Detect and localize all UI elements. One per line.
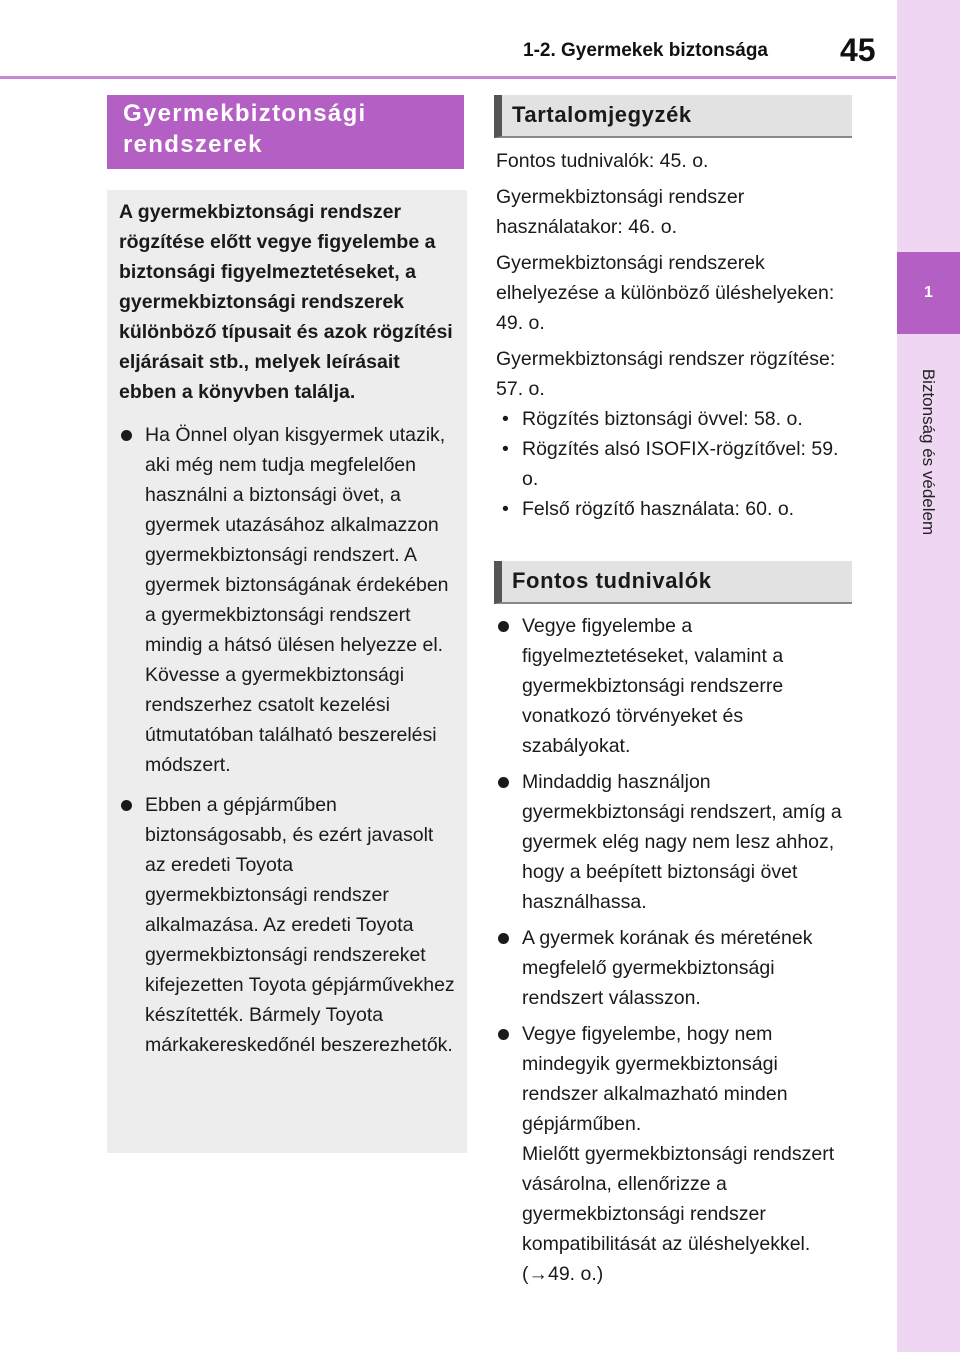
side-tab-strip xyxy=(897,0,960,1352)
list-item xyxy=(496,1019,852,1289)
header-title: 1-2. Gyermekek biztonsága xyxy=(523,40,768,61)
list-item-text: Vegye figyelembe, hogy nem mindegyik gyermekbiztonsági rendszer alkalmazható minden gépjárműben. xyxy=(522,1023,788,1135)
list-item: A gyermek korának és méretének megfelelő gyermekbiztonsági rendszert válasszon. xyxy=(496,923,852,1013)
toc-item[interactable]: Fontos tudnivalók: 45. o. xyxy=(496,150,709,172)
intro-bullet-list xyxy=(119,420,455,1060)
chapter-number: 1 xyxy=(924,284,933,301)
toc-sub-item[interactable]: • Felső rögzítő használata: 60. o. xyxy=(496,494,852,524)
toc-item[interactable]: Gyermekbiztonsági rendszerek elhelyezése a különböző üléshelyeken: 49. o. xyxy=(496,252,835,334)
toc-sub-item[interactable]: • Rögzítés biztonsági övvel: 58. o. xyxy=(496,404,852,434)
list-item: Ebben a gépjárműben biztonságosabb, és ezért javasolt az eredeti Toyota gyermekbiztonsági rendszer alkalmazása. Az eredeti Toyota gyermekbiztonsági rendszereket kifejezetten Toyota gépjárművekhez készítették. Bármely Toyota márkakereskedőnél beszerezhetők. xyxy=(119,790,455,1060)
toc-sub-item[interactable]: • Rögzítés alsó ISOFIX-rögzítővel: 59. o. xyxy=(496,434,852,494)
list-item: Vegye figyelembe a figyelmeztetéseket, valamint a gyermekbiztonsági rendszerre vonatkozó törvényeket és szabályokat. xyxy=(496,611,852,761)
toc-sub-list xyxy=(496,404,852,524)
section-heading-important: Fontos tudnivalók xyxy=(494,561,852,604)
page-number: 45 xyxy=(840,32,876,68)
list-item: Ha Önnel olyan kisgyermek utazik, aki még nem tudja megfelelően használni a biztonsági övet, a gyermek utazásához alkalmazzon gyermekbiztonsági rendszert. A gyermek biztonságának érdekében a gyermekbiztonsági rendszert mindig a hátsó ülésen helyezze el. Kövesse a gyermekbiztonsági rendszerhez csatolt kezelési útmutatóban található beszerelési módszert. xyxy=(119,420,455,780)
list-item: Mindaddig használjon gyermekbiztonsági rendszert, amíg a gyermek elég nagy nem lesz ahhoz, hogy a beépített biztonsági övet használhassa. xyxy=(496,767,852,917)
chapter-label: Biztonság és védelem xyxy=(919,368,938,536)
intro-lead-text: A gyermekbiztonsági rendszer rögzítése előtt vegye figyelembe a biztonsági figyelmeztetéseket, a gyermekbiztonsági rendszerek különböző típusait és azok rögzítési eljárásait stb., melyek leírásait ebben a könyvben találja. xyxy=(119,201,453,403)
header-rule xyxy=(0,76,896,79)
important-bullet-list xyxy=(496,611,852,1289)
intro-box xyxy=(107,190,467,1153)
chapter-tab[interactable] xyxy=(897,252,960,334)
toc-item[interactable]: Gyermekbiztonsági rendszer rögzítése: 57. o. xyxy=(496,348,836,400)
toc-item[interactable]: Gyermekbiztonsági rendszer használatakor: 46. o. xyxy=(496,186,745,238)
section-heading-toc: Tartalomjegyzék xyxy=(494,95,852,138)
list-item-text: Mielőtt gyermekbiztonsági rendszert vásárolna, ellenőrizze a gyermekbiztonsági rendszer kompatibilitását az üléshelyekkel. (→49. o.) xyxy=(522,1143,835,1285)
section-heading-intro: Gyermekbiztonsági rendszerek xyxy=(107,95,464,169)
toc-list xyxy=(496,146,852,524)
